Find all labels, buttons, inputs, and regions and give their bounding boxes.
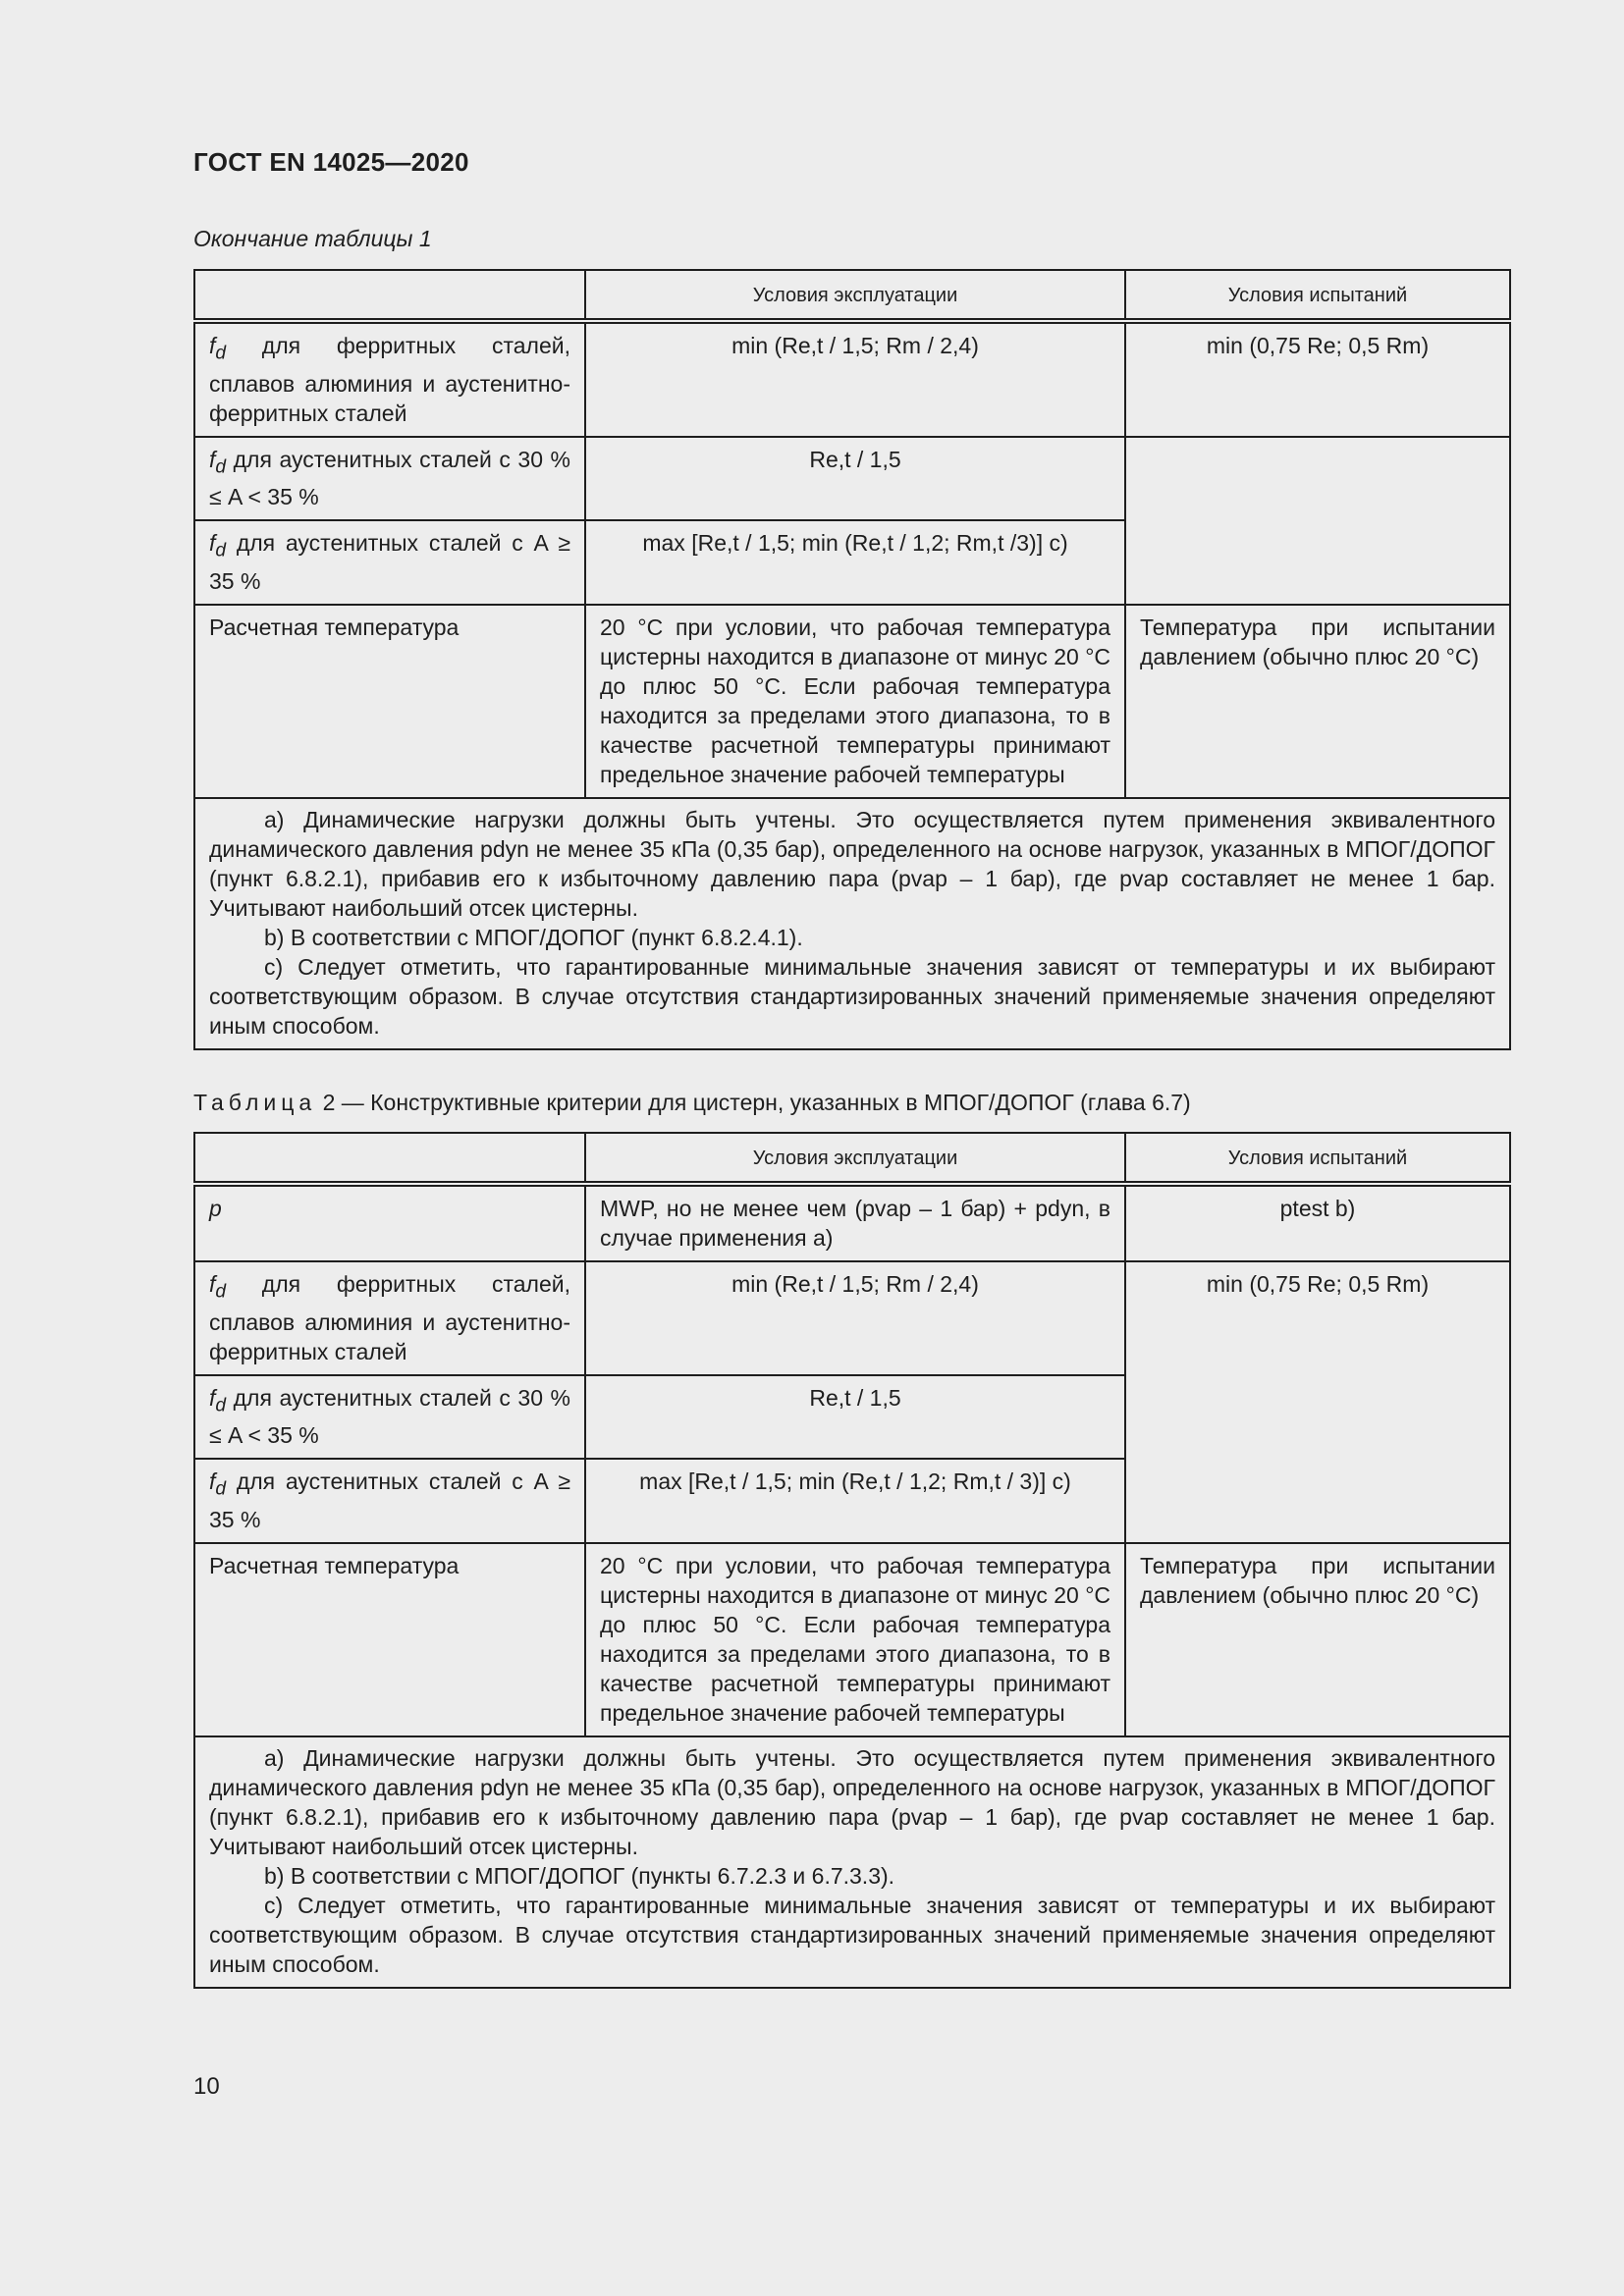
- table2-r4-service: 20 °С при условии, что рабочая температура цистерны находится в диапазоне от минус 20 °С до плюс 50 °С. Если рабочая температура находится за пределами этого диапазона, то в качестве расчетной температуры принимают предельное значение рабочей температуры: [585, 1543, 1125, 1736]
- document-header: ГОСТ EN 14025—2020: [193, 147, 469, 177]
- table2-caption-text: 2 — Конструктивные критерии для цистерн, указанных в МПОГ/ДОПОГ (глава 6.7): [322, 1090, 1191, 1115]
- table1-header-empty: [194, 270, 585, 321]
- table2-note-a: a) Динамические нагрузки должны быть учтены. Это осуществляется путем применения эквивалентного динамического давления pdyn не менее 35 кПа (0,35 бар), определенного на основе нагрузок, указанных в МПОГ/ДОПОГ (пункт 6.8.2.1), прибавив его к избыточному давлению пара (pvap – 1 бар), где pvap составляет не менее 1 бар. Учитывают наибольший отсек цистерны.: [209, 1744, 1495, 1859]
- table1-header-test: Условия испытаний: [1125, 270, 1510, 321]
- table1-note-b: b) В соответствии с МПОГ/ДОПОГ (пункт 6.8.2.4.1).: [264, 924, 803, 950]
- table2-row-fd-ferritic: [194, 1261, 1510, 1375]
- table2-note-b: b) В соответствии с МПОГ/ДОПОГ (пункты 6.7.2.3 и 6.7.3.3).: [264, 1862, 895, 1889]
- table2-r2-label-text: для аустенитных сталей с 30 % ≤ A < 35 %: [209, 1384, 570, 1449]
- table2-r4-label: Расчетная температура: [194, 1543, 585, 1736]
- table2-r0-label: [194, 1184, 585, 1261]
- table1-notes: [194, 798, 1510, 1049]
- table2-r1-service: min (Re,t / 1,5; Rm / 2,4): [585, 1261, 1125, 1375]
- table1-r2-label-text: для аустенитных сталей с 30 % ≤ A < 35 %: [209, 446, 570, 510]
- table2-caption-prefix: Таблица: [193, 1090, 317, 1115]
- page-number: 10: [193, 2073, 220, 2100]
- table2-notes-row: [194, 1736, 1510, 1988]
- table1: [193, 269, 1511, 1050]
- table2-r4-test: Температура при испытании давлением (обычно плюс 20 °С): [1125, 1543, 1510, 1736]
- table2-r2-label: $f_d$ для аустенитных сталей с 30 % ≤ A < 35 %: [194, 1375, 585, 1460]
- table1-r4-label: Расчетная температура: [194, 605, 585, 798]
- table2-r0-service: MWP, но не менее чем (pvap – 1 бар) + pdyn, в случае применения a): [585, 1184, 1125, 1261]
- table1-r1-service: min (Re,t / 1,5; Rm / 2,4): [585, 321, 1125, 437]
- table1-r1-label: $f_d$ для ферритных сталей, сплавов алюминия и аустенитно-ферритных сталей: [194, 321, 585, 437]
- table1-r2-r3-test-empty: [1125, 437, 1510, 605]
- table1-r2-label: $f_d$ для аустенитных сталей с 30 % ≤ A < 35 %: [194, 437, 585, 521]
- table1-header-service: Условия эксплуатации: [585, 270, 1125, 321]
- table2-row-p: [194, 1184, 1510, 1261]
- table1-r3-label: $f_d$ для аустенитных сталей с A ≥ 35 %: [194, 520, 585, 605]
- table2-header-empty: [194, 1133, 585, 1184]
- table1-r4-service: 20 °С при условии, что рабочая температура цистерны находится в диапазоне от минус 20 °С до плюс 50 °С. Если рабочая температура находится за пределами этого диапазона, то в качестве расчетной температуры принимают предельное значение рабочей температуры: [585, 605, 1125, 798]
- table2-r0-label-text: p: [209, 1196, 222, 1221]
- table1-r3-label-text: для аустенитных сталей с A ≥ 35 %: [209, 530, 570, 594]
- table2-header-test: Условия испытаний: [1125, 1133, 1510, 1184]
- table1-row-fd-austenitic-30: [194, 437, 1510, 521]
- table1-row-design-temp: [194, 605, 1510, 798]
- table1-r1-label-text: для ферритных сталей, сплавов алюминия и аустенитно-ферритных сталей: [209, 333, 571, 426]
- table2-note-c: c) Следует отметить, что гарантированные минимальные значения зависят от температуры и их выбирают соответствующим образом. В случае отсутствия стандартизированных значений применяемые значения определяют иным способом.: [209, 1892, 1495, 1977]
- table2-header-service: Условия эксплуатации: [585, 1133, 1125, 1184]
- table2-caption: [193, 1090, 1191, 1116]
- table2-r3-label-text: для аустенитных сталей с A ≥ 35 %: [209, 1468, 570, 1532]
- table1-r2-service: Re,t / 1,5: [585, 437, 1125, 521]
- table1-note-a: a) Динамические нагрузки должны быть учтены. Это осуществляется путем применения эквивалентного динамического давления pdyn не менее 35 кПа (0,35 бар), определенного на основе нагрузок, указанных в МПОГ/ДОПОГ (пункт 6.8.2.1), прибавив его к избыточному давлению пара (pvap – 1 бар), где pvap составляет не менее 1 бар. Учитывают наибольший отсек цистерны.: [209, 806, 1495, 921]
- table1-caption: Окончание таблицы 1: [193, 226, 432, 251]
- table2-r3-service: max [Re,t / 1,5; min (Re,t / 1,2; Rm,t / 3)] c): [585, 1459, 1125, 1543]
- table2-r1-label: $f_d$ для ферритных сталей, сплавов алюминия и аустенитно-ферритных сталей: [194, 1261, 585, 1375]
- table2-r1-test: min (0,75 Re; 0,5 Rm): [1125, 1261, 1510, 1543]
- table1-r1-test: min (0,75 Re; 0,5 Rm): [1125, 321, 1510, 437]
- table1-r4-test: Температура при испытании давлением (обычно плюс 20 °С): [1125, 605, 1510, 798]
- table2-r2-service: Re,t / 1,5: [585, 1375, 1125, 1460]
- table1-r3-service: max [Re,t / 1,5; min (Re,t / 1,2; Rm,t /3)] c): [585, 520, 1125, 605]
- table2-header-row: [194, 1133, 1510, 1184]
- table1-note-c: c) Следует отметить, что гарантированные минимальные значения зависят от температуры и их выбирают соответствующим образом. В случае отсутствия стандартизированных значений применяемые значения определяют иным способом.: [209, 953, 1495, 1039]
- table2-row-design-temp: [194, 1543, 1510, 1736]
- table2: [193, 1132, 1511, 1989]
- table1-header-row: [194, 270, 1510, 321]
- table1-notes-row: [194, 798, 1510, 1049]
- table2-r0-test: ptest b): [1125, 1184, 1510, 1261]
- table2-notes: [194, 1736, 1510, 1988]
- table1-row-fd-ferritic: [194, 321, 1510, 437]
- table2-r1-label-text: для ферритных сталей, сплавов алюминия и аустенитно-ферритных сталей: [209, 1271, 571, 1364]
- table2-r3-label: $f_d$ для аустенитных сталей с A ≥ 35 %: [194, 1459, 585, 1543]
